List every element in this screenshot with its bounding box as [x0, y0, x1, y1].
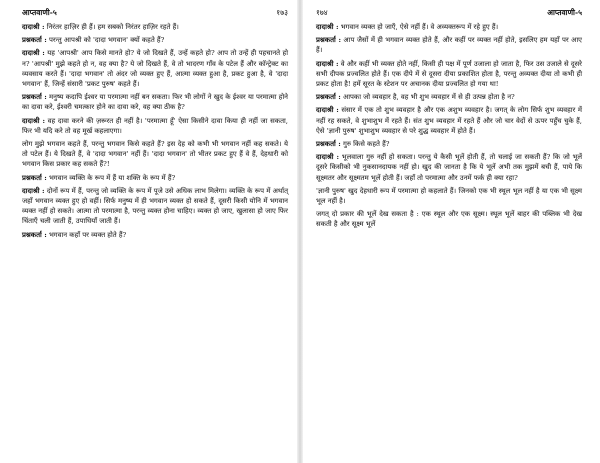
paragraph-text: जगत् दो प्रकार की भूलें देख सकता है : एक स्थूल और एक सूक्ष्म। स्थूल भूलें बाहर की पब्लिक भी देख सकती है और सूक्ष्म भूलें: [316, 210, 582, 229]
paragraph-text: भगवान व्यक्ति के रूप में हैं या शक्ति के रूप में हैं?: [46, 173, 176, 182]
paragraph: [22, 230, 288, 240]
paragraph-text: यह 'आपश्री' आप किसे मानते हो? ये जो दिखते हैं, उन्हें कहते हो? आप तो उन्हें ही पहचानते हो न? 'आपश्री' मुझे कहते हो न, वह क्या है? ये जो दिखते हैं, वे तो भादरण गाँव के पटेल हैं और कॉन्ट्रेक्ट का व्यवसाय करते हैं। 'दादा भगवान' तो अंदर जो व्यक्त हुए हैं, आत्मा व्यक्त हुआ है, प्रकट हुआ है, वे 'दादा भगवान' हैं, जिन्हें संसारी 'प्रकट पुरुष' कहते हैं।: [22, 49, 288, 89]
speaker-label: प्रश्नकर्ता :: [22, 173, 47, 182]
paragraph: [316, 186, 582, 206]
paragraph-text: मनुष्य कदापि ईश्वर या परमात्मा नहीं बन सकता। फिर भी लोगों ने खुद के ईश्वर या परमात्मा होने का दावा करे, ईश्वरी चमत्कार होने का दावा करे, वह क्या ठीक है?: [22, 93, 288, 112]
speaker-label: दादाश्री :: [22, 49, 45, 58]
paragraph: [316, 35, 582, 55]
paragraph: [22, 173, 288, 183]
paragraph: [316, 152, 582, 183]
left-page-content: [22, 22, 288, 240]
paragraph-text: आपका जो व्यवहार है, वह भी शुभ व्यवहार में से ही उत्पन्न होता है न?: [340, 93, 515, 102]
paragraph-text: संसार में एक तो शुभ व्यवहार है और एक अशुभ व्यवहार है। जगत् के लोग सिर्फ शुभ व्यवहार में नहीं रह सकते, वे शुभाशुभ में रहते हैं। संत शुभ व्यवहार में रहते हैं और जो चार वेदों से ऊपर पहुँच चुके हैं, ऐसे 'ज्ञानी पुरुष' शुभाशुभ व्यवहार से परे शुद्ध व्यवहार में होते हैं।: [316, 106, 583, 135]
speaker-label: दादाश्री :: [316, 106, 339, 115]
paragraph-text: गुरु किसे कहते हैं?: [340, 140, 390, 149]
left-running-head: आप्तवाणी-५: [22, 8, 57, 17]
speaker-label: प्रश्नकर्ता :: [316, 140, 341, 149]
speaker-label: दादाश्री :: [22, 186, 45, 195]
paragraph: [316, 139, 582, 149]
right-running-head: आप्तवाणी-५: [547, 8, 582, 17]
speaker-label: प्रश्नकर्ता :: [22, 230, 47, 239]
paragraph-text: आप जैसों में ही भगवान व्यक्त होते हैं, और कहीं पर व्यक्त नहीं होते, इसलिए हम यहाँ पर आए हैं।: [316, 36, 582, 55]
paragraph: [316, 209, 582, 229]
right-page-number: १७४: [316, 8, 328, 17]
left-page-header: [22, 6, 288, 18]
paragraph: [316, 59, 582, 90]
speaker-label: प्रश्नकर्ता :: [316, 93, 341, 102]
paragraph-text: भूलवाला गुरु नहीं हो सकता। परन्तु ये कैसी भूलें होती हैं, तो चलाई जा सकती हैं? कि जो भूलें दूसरे किसीको भी नुकसानदायक नहीं हो। खुद की जानता है कि ये भूलें अभी तक मुझमें बची हैं, पाये कि सूक्ष्मतर और सूक्ष्मतम भूलें होती हैं। जहाँ तो परमात्मा और उनमें फर्क ही क्या रहा?: [316, 153, 582, 182]
paragraph: [22, 92, 288, 112]
paragraph-text: दोनों रूप में हैं, परन्तु जो व्यक्ति के रूप में पूजे उसे अधिक लाभ मिलेगा। व्यक्ति के रूप में अर्थात् जहाँ भगवान व्यक्त हुए हो वहीं। सिर्फ मनुष्य में ही भगवान व्यक्त हो सकते हैं, दूसरी किसी योनि में भगवान व्यक्त नहीं हो सकते। आत्मा तो परमात्मा है, परन्तु व्यक्त होना चाहिए। व्यक्त हो जाए, खुलासा हो जाए फिर चिंताएँ चली जाती हैं, उपाधियाँ जाती हैं।: [22, 186, 288, 226]
left-page-number: १७३: [276, 8, 288, 17]
paragraph: [22, 139, 288, 170]
paragraph: [316, 105, 582, 136]
right-page-header: [316, 6, 582, 18]
paragraph-text: वे और कहीं भी व्यक्त होते नहीं, किसी ही पक्ष में पूर्ण उजाला हो जाता है, फिर उस उजाले से दूसरे सभी दीपक प्रज्वलित होते हैं। एक दीपे में से दूसरा दीया प्रकाशित होता है, परन्तु अव्यक्त दीया तो कभी ही प्रकट होता है! हमें सूरत के स्टेशन पर अचानक दीया प्रज्वलित हो गया था!: [316, 59, 582, 89]
paragraph: [22, 22, 288, 32]
paragraph-text: 'ज्ञानी पुरुष' खुद देहधारी रूप में परमात्मा हो कहलाते हैं। जिनको एक भी स्थूल भूल नहीं है या एक भी सूक्ष्म भूल नहीं है।: [316, 186, 582, 206]
paragraph-text: परन्तु आपश्री को 'दादा भगवान' क्यों कहते हैं?: [46, 36, 165, 45]
speaker-label: प्रश्नकर्ता :: [22, 93, 47, 102]
paragraph: [316, 22, 582, 32]
speaker-label: दादाश्री :: [316, 23, 339, 31]
speaker-label: प्रश्नकर्ता :: [316, 36, 341, 45]
paragraph-text: वह दावा करने की ज़रूरत ही नहीं है। 'परमात्मा हूँ' ऐसा किसीने दावा किया ही नहीं जा सकता, फिर भी यदि करे तो वह मूर्ख कहलाएगा।: [22, 116, 288, 135]
paragraph-text: निरंतर हाज़िर ही हैं। हम सबको निरंतर हाज़िर रहते हैं।: [44, 23, 179, 31]
paragraph: [22, 35, 288, 45]
speaker-label: दादाश्री :: [22, 23, 45, 31]
right-page: [300, 0, 600, 463]
paragraph-text: भगवान व्यक्त हो जाएँ, ऐसे नहीं हैं। वे अव्यक्तरूप में रहे हुए हैं।: [338, 23, 499, 31]
right-page-content: [316, 22, 582, 230]
speaker-label: दादाश्री :: [316, 153, 340, 162]
speaker-label: प्रश्नकर्ता :: [22, 36, 47, 45]
paragraph: [22, 116, 288, 136]
speaker-label: दादाश्री :: [316, 59, 339, 68]
paragraph: [22, 186, 288, 227]
speaker-label: दादाश्री :: [22, 116, 45, 125]
paragraph-text: भगवान कहाँ पर व्यक्त होते हैं?: [46, 230, 127, 239]
paragraph-text: लोग मुझे भगवान कहते हैं, परन्तु भगवान किसे कहते हैं? इस देह को कभी भी भगवान नहीं कह सकते। ये तो पटेल हैं। ये दिखते हैं, वे 'दादा भगवान' नहीं हैं। 'दादा भगवान' तो भीतर प्रकट हुए हैं वे हैं, देहधारी को भगवान किस प्रकार कह सकते हैं?!: [22, 140, 288, 169]
paragraph: [316, 92, 582, 102]
paragraph: [22, 48, 288, 89]
